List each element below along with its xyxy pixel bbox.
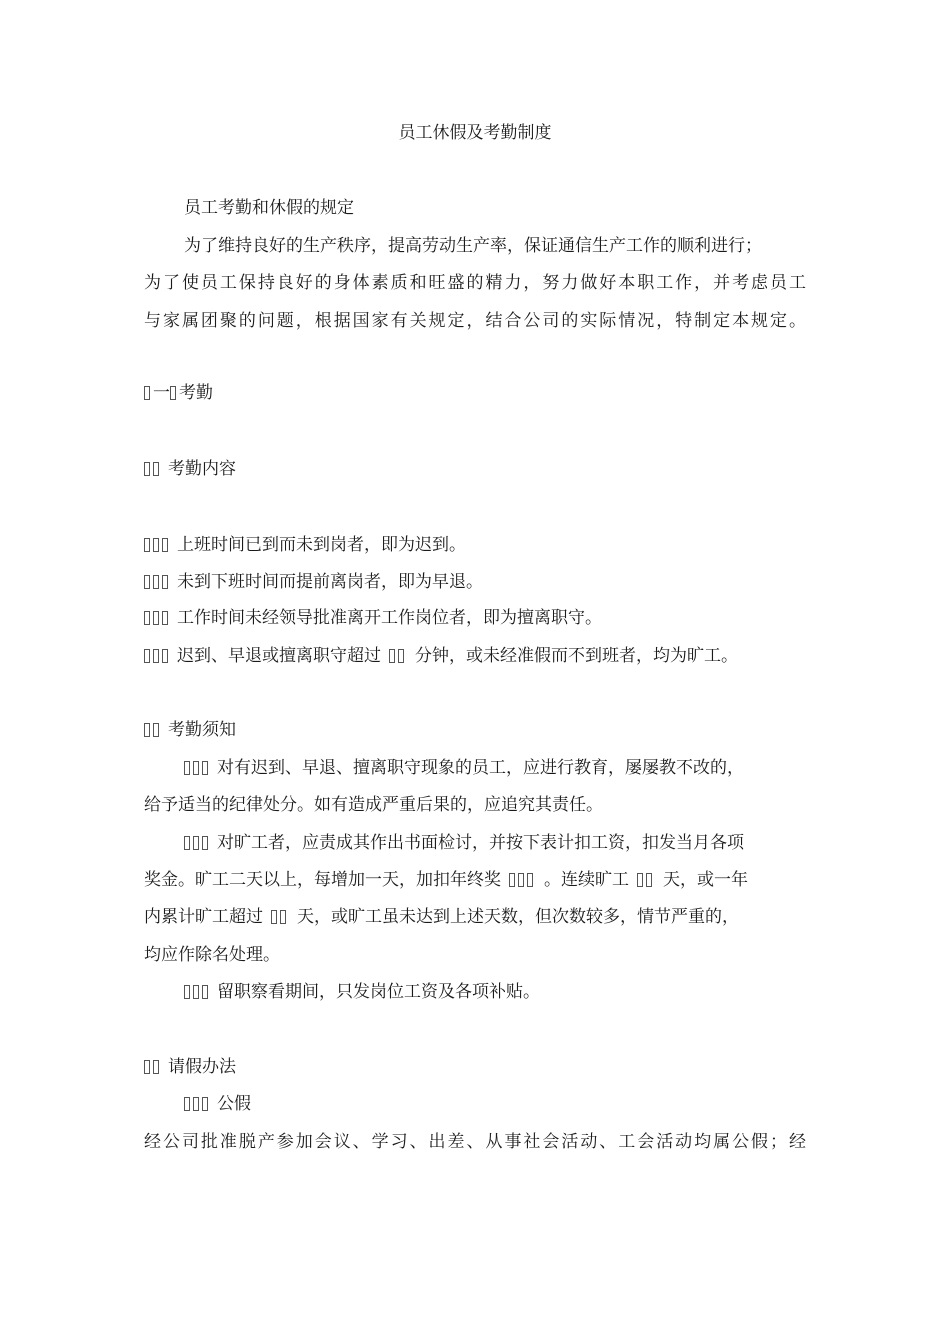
list-item: 未到下班时间而提前离岗者，即为早退。 (144, 570, 483, 594)
missing-glyph-icon (193, 836, 199, 850)
missing-glyph-icon (153, 723, 159, 737)
missing-glyph-icon (527, 873, 533, 887)
missing-glyph-icon (153, 538, 159, 552)
intro-line-2: 为了使员工保持良好的身体素质和旺盛的精力，努力做好本职工作，并考虑员工 (144, 273, 806, 293)
notice-item-2-line-3: 内累计旷工超过 天，或旷工虽未达到上述天数，但次数较多，情节严重的， (144, 907, 739, 927)
missing-glyph-icon (144, 649, 150, 663)
missing-glyph-icon (153, 575, 159, 589)
missing-glyph-icon (518, 873, 524, 887)
notice-item-1-line-2: 给予适当的纪律处分。如有造成严重后果的，应追究其责任。 (144, 795, 603, 815)
missing-glyph-icon (153, 649, 159, 663)
intro-line-1: 为了维持良好的生产秩序，提高劳动生产率，保证通信生产工作的顺利进行； (184, 236, 762, 256)
notice-item-2-line-4: 均应作除名处理。 (144, 945, 280, 965)
missing-glyph-icon (184, 1097, 190, 1111)
missing-glyph-icon (153, 1060, 159, 1074)
list-item: 迟到、早退或擅离职守超过 分钟，或未经准假而不到班者，均为旷工。 (144, 644, 738, 668)
missing-glyph-icon (144, 538, 150, 552)
missing-glyph-icon (271, 910, 277, 924)
notice-item-2-line-2: 奖金。旷工二天以上，每增加一天，加扣年终奖 。连续旷工 天，或一年 (144, 870, 748, 890)
missing-glyph-icon (202, 1097, 208, 1111)
missing-glyph-icon (162, 575, 168, 589)
missing-glyph-icon (202, 985, 208, 999)
missing-glyph-icon (144, 723, 150, 737)
section-heading-attendance: 一 考勤 (144, 381, 213, 405)
missing-glyph-icon (193, 985, 199, 999)
missing-glyph-icon (162, 538, 168, 552)
missing-glyph-icon (153, 611, 159, 625)
missing-glyph-icon (202, 836, 208, 850)
notice-item-2-line-1: 对旷工者，应责成其作出书面检讨，并按下表计扣工资，扣发当月各项 (184, 831, 744, 855)
document-title: 员工休假及考勤制度 (398, 123, 552, 143)
missing-glyph-icon (144, 462, 150, 476)
list-item: 上班时间已到而未到岗者，即为迟到。 (144, 533, 466, 557)
missing-glyph-icon (509, 873, 515, 887)
subheading-leave-procedure: 请假办法 (144, 1055, 236, 1079)
missing-glyph-icon (144, 1060, 150, 1074)
notice-item-1-line-1: 对有迟到、早退、擅离职守现象的员工，应进行教育，屡屡教不改的， (184, 756, 744, 780)
missing-glyph-icon (170, 386, 176, 400)
missing-glyph-icon (193, 761, 199, 775)
missing-glyph-icon (637, 873, 643, 887)
subheading-attendance-content: 考勤内容 (144, 457, 236, 481)
missing-glyph-icon (398, 649, 404, 663)
missing-glyph-icon (280, 910, 286, 924)
missing-glyph-icon (153, 462, 159, 476)
missing-glyph-icon (162, 649, 168, 663)
missing-glyph-icon (193, 1097, 199, 1111)
missing-glyph-icon (389, 649, 395, 663)
missing-glyph-icon (144, 611, 150, 625)
missing-glyph-icon (144, 386, 150, 400)
missing-glyph-icon (184, 836, 190, 850)
leave-item-1-text: 经公司批准脱产参加会议、学习、出差、从事社会活动、工会活动均属公假；经 (144, 1132, 806, 1152)
missing-glyph-icon (184, 985, 190, 999)
leave-item-1: 公假 (184, 1092, 251, 1116)
list-item: 工作时间未经领导批准离开工作岗位者，即为擅离职守。 (144, 606, 602, 630)
document-subtitle: 员工考勤和休假的规定 (184, 198, 354, 218)
missing-glyph-icon (184, 761, 190, 775)
missing-glyph-icon (162, 611, 168, 625)
missing-glyph-icon (144, 575, 150, 589)
subheading-attendance-notice: 考勤须知 (144, 718, 236, 742)
missing-glyph-icon (646, 873, 652, 887)
intro-line-3: 与家属团聚的问题，根据国家有关规定，结合公司的实际情况，特制定本规定。 (144, 311, 806, 331)
notice-item-3: 留职察看期间，只发岗位工资及各项补贴。 (184, 980, 540, 1004)
missing-glyph-icon (202, 761, 208, 775)
